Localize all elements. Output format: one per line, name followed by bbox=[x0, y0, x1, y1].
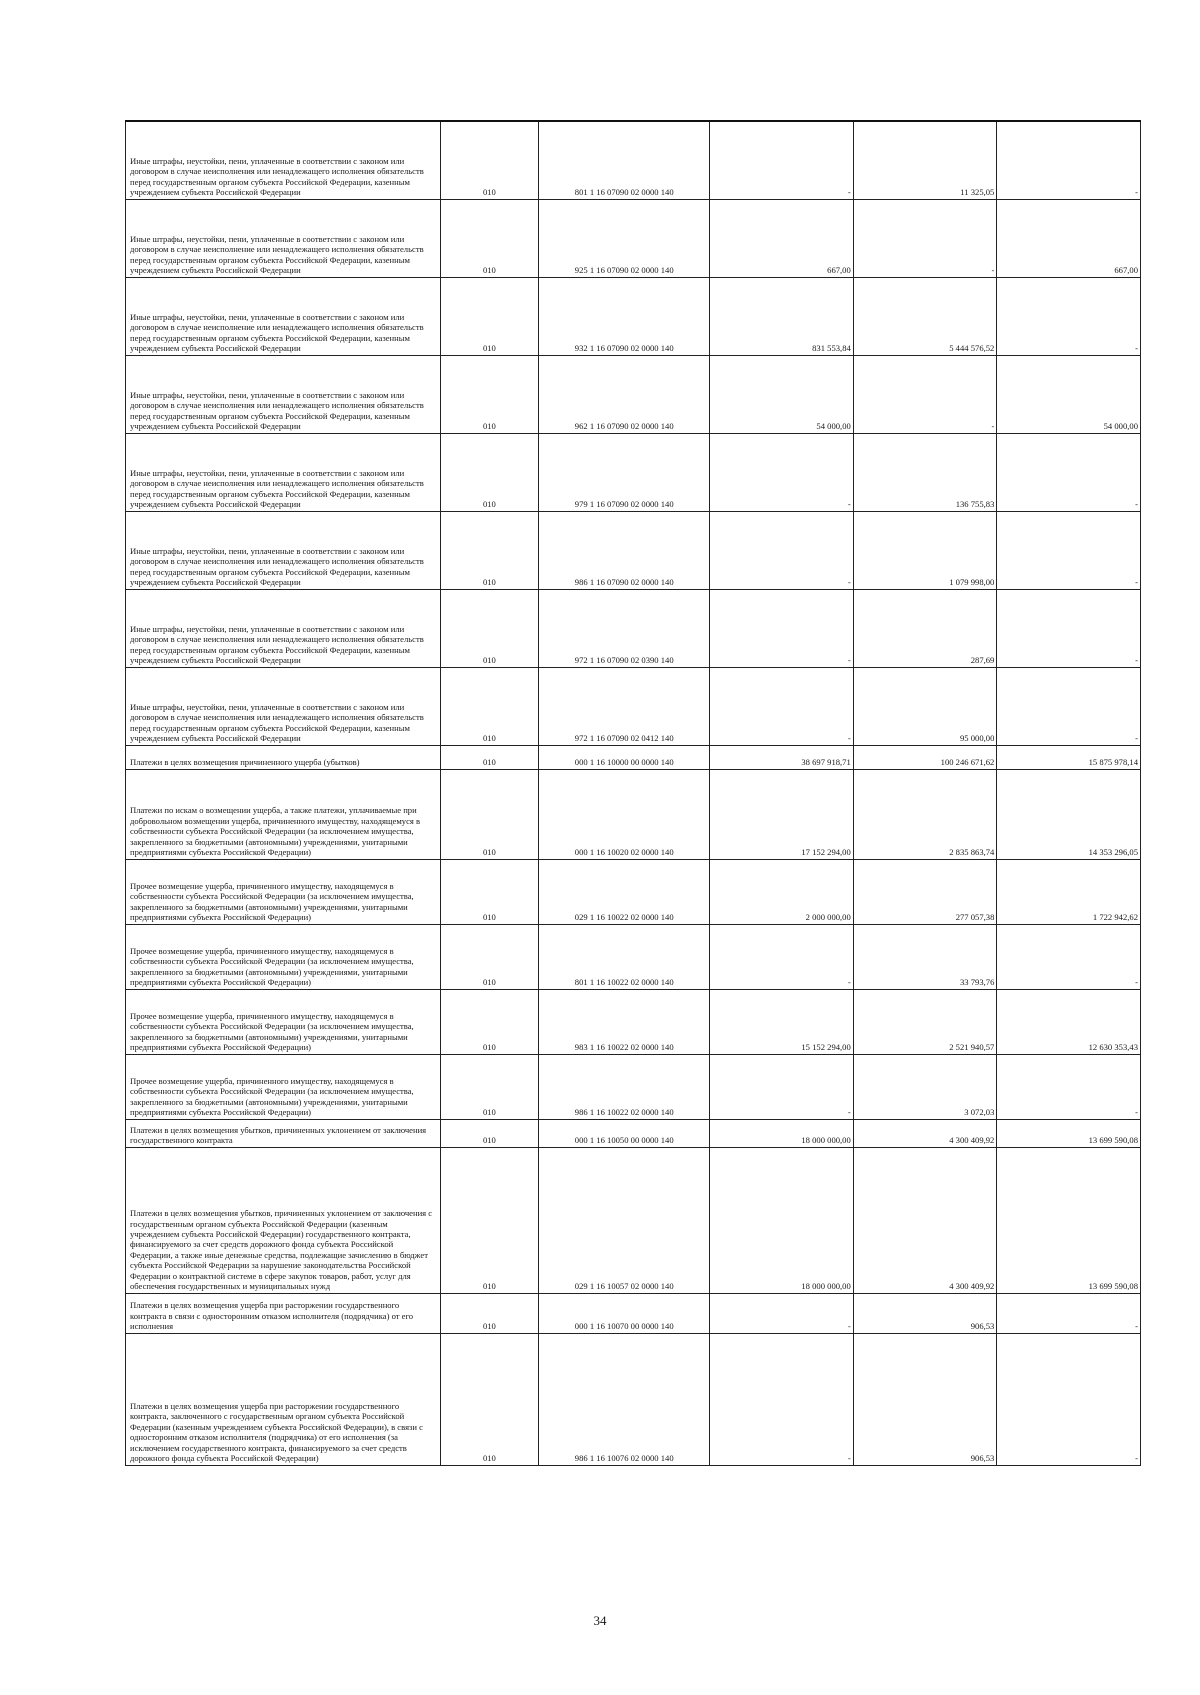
row-name bbox=[126, 1333, 441, 1465]
row-name-text: Прочее возмещение ущерба, причиненного имуществу, находящемуся в собственности субъекта Российской Федерации (за исключением имущества, закрепленного за бюджетными (автономными) учреждениями, унитарными предприятиями субъекта Российской Федерации) bbox=[130, 880, 414, 923]
row-kbk: 000 1 16 10020 02 0000 140 bbox=[539, 769, 710, 859]
row-name-text: Иные штрафы, неустойки, пени, уплаченные в соответствии с законом или договором в случае неисполнение или ненадлежащего исполнения обязательств перед государственным органом субъекта Российской Федерации, казенным учреждением субъекта Российской Федерации bbox=[130, 233, 424, 276]
row-kbk: 000 1 16 10070 00 0000 140 bbox=[539, 1293, 710, 1333]
row-value-2: 3 072,03 bbox=[853, 1054, 997, 1119]
page-number: 34 bbox=[593, 1613, 607, 1628]
table-row bbox=[126, 589, 1141, 667]
row-name bbox=[126, 1293, 441, 1333]
row-value-3: 54 000,00 bbox=[997, 355, 1141, 433]
row-value-3: 14 353 296,05 bbox=[997, 769, 1141, 859]
row-name-text: Платежи в целях возмещения убытков, причиненных уклонением от заключения государственного контракта bbox=[130, 1124, 427, 1146]
row-value-1: 831 553,84 bbox=[710, 277, 854, 355]
row-line-code: 010 bbox=[440, 433, 539, 511]
row-name bbox=[126, 511, 441, 589]
row-line-code: 010 bbox=[440, 989, 539, 1054]
row-name-text: Платежи в целях возмещения ущерба при расторжении государственного контракта в связи с односторонним отказом исполнителя (подрядчика) от его исполнения bbox=[130, 1300, 414, 1332]
row-line-code: 010 bbox=[440, 1054, 539, 1119]
row-value-3: - bbox=[997, 589, 1141, 667]
row-name bbox=[126, 355, 441, 433]
table-row bbox=[126, 924, 1141, 989]
row-value-2: 5 444 576,52 bbox=[853, 277, 997, 355]
row-name bbox=[126, 859, 441, 924]
row-value-3: - bbox=[997, 667, 1141, 745]
row-kbk: 000 1 16 10000 00 0000 140 bbox=[539, 745, 710, 769]
row-line-code: 010 bbox=[440, 511, 539, 589]
row-name bbox=[126, 745, 441, 769]
row-kbk: 979 1 16 07090 02 0000 140 bbox=[539, 433, 710, 511]
row-name bbox=[126, 989, 441, 1054]
row-value-2: 906,53 bbox=[853, 1333, 997, 1465]
row-name bbox=[126, 924, 441, 989]
row-value-3: 667,00 bbox=[997, 199, 1141, 277]
row-value-1: - bbox=[710, 121, 854, 199]
row-value-3: - bbox=[997, 1054, 1141, 1119]
table-row bbox=[126, 1147, 1141, 1293]
row-line-code: 010 bbox=[440, 589, 539, 667]
table-row bbox=[126, 667, 1141, 745]
row-name bbox=[126, 667, 441, 745]
row-value-1: 667,00 bbox=[710, 199, 854, 277]
row-name-text: Иные штрафы, неустойки, пени, уплаченные в соответствии с законом или договором в случае неисполнения или ненадлежащего исполнения обязательств перед государственным органом субъекта Российской Федерации, казенным учреждением субъекта Российской Федерации bbox=[130, 467, 424, 510]
row-kbk: 801 1 16 07090 02 0000 140 bbox=[539, 121, 710, 199]
row-value-1: 18 000 000,00 bbox=[710, 1147, 854, 1293]
row-kbk: 029 1 16 10022 02 0000 140 bbox=[539, 859, 710, 924]
row-name-text: Платежи в целях возмещения ущерба при расторжении государственного контракта, заключенного с государственным органом субъекта Российской Федерации (казенным учреждением субъекта Российской Федерации), в связи с односторонним отказом исполнителя (подрядчика) от его исполнения (за исключением государственного контракта, финансируемого за счет средств дорожного фонда субъекта Российской Федерации) bbox=[130, 1401, 423, 1464]
table-row bbox=[126, 121, 1141, 199]
row-kbk: 801 1 16 10022 02 0000 140 bbox=[539, 924, 710, 989]
row-value-1: - bbox=[710, 924, 854, 989]
table-row bbox=[126, 277, 1141, 355]
row-value-3: - bbox=[997, 1333, 1141, 1465]
table-row bbox=[126, 745, 1141, 769]
row-name-text: Прочее возмещение ущерба, причиненного имуществу, находящемуся в собственности субъекта Российской Федерации (за исключением имущества, закрепленного за бюджетными (автономными) учреждениями, унитарными предприятиями субъекта Российской Федерации) bbox=[130, 1075, 414, 1118]
row-line-code: 010 bbox=[440, 1147, 539, 1293]
row-name bbox=[126, 121, 441, 199]
row-value-2: 2 835 863,74 bbox=[853, 769, 997, 859]
row-name-text: Платежи в целях возмещения причиненного ущерба (убытков) bbox=[130, 757, 360, 768]
row-value-3: 13 699 590,08 bbox=[997, 1147, 1141, 1293]
table-row bbox=[126, 199, 1141, 277]
row-value-2: - bbox=[853, 355, 997, 433]
row-value-2: 4 300 409,92 bbox=[853, 1147, 997, 1293]
row-value-1: 38 697 918,71 bbox=[710, 745, 854, 769]
row-name-text: Иные штрафы, неустойки, пени, уплаченные в соответствии с законом или договором в случае неисполнения или ненадлежащего исполнения обязательств перед государственным органом субъекта Российской Федерации, казенным учреждением субъекта Российской Федерации bbox=[130, 623, 424, 666]
row-line-code: 010 bbox=[440, 859, 539, 924]
row-name bbox=[126, 1054, 441, 1119]
row-kbk: 000 1 16 10050 00 0000 140 bbox=[539, 1119, 710, 1147]
row-value-3: - bbox=[997, 121, 1141, 199]
row-value-3: - bbox=[997, 277, 1141, 355]
table-row bbox=[126, 769, 1141, 859]
row-value-3: - bbox=[997, 433, 1141, 511]
row-value-3: 12 630 353,43 bbox=[997, 989, 1141, 1054]
table-row bbox=[126, 989, 1141, 1054]
row-value-1: 54 000,00 bbox=[710, 355, 854, 433]
row-line-code: 010 bbox=[440, 924, 539, 989]
row-value-1: 2 000 000,00 bbox=[710, 859, 854, 924]
row-kbk: 986 1 16 10076 02 0000 140 bbox=[539, 1333, 710, 1465]
row-name bbox=[126, 769, 441, 859]
row-value-2: - bbox=[853, 199, 997, 277]
row-value-2: 136 755,83 bbox=[853, 433, 997, 511]
row-value-2: 100 246 671,62 bbox=[853, 745, 997, 769]
row-value-1: 15 152 294,00 bbox=[710, 989, 854, 1054]
row-name-text: Иные штрафы, неустойки, пени, уплаченные в соответствии с законом или договором в случае неисполнения или ненадлежащего исполнения обязательств перед государственным органом субъекта Российской Федерации, казенным учреждением субъекта Российской Федерации bbox=[130, 389, 424, 432]
row-value-3: 13 699 590,08 bbox=[997, 1119, 1141, 1147]
row-value-2: 906,53 bbox=[853, 1293, 997, 1333]
row-value-2: 287,69 bbox=[853, 589, 997, 667]
row-line-code: 010 bbox=[440, 667, 539, 745]
row-value-2: 4 300 409,92 bbox=[853, 1119, 997, 1147]
row-line-code: 010 bbox=[440, 277, 539, 355]
row-value-1: - bbox=[710, 1054, 854, 1119]
row-value-3: - bbox=[997, 511, 1141, 589]
row-name-text: Иные штрафы, неустойки, пени, уплаченные в соответствии с законом или договором в случае неисполнения или ненадлежащего исполнения обязательств перед государственным органом субъекта Российской Федерации, казенным учреждением субъекта Российской Федерации bbox=[130, 701, 424, 744]
row-kbk: 983 1 16 10022 02 0000 140 bbox=[539, 989, 710, 1054]
row-name-text: Иные штрафы, неустойки, пени, уплаченные в соответствии с законом или договором в случае неисполнения или ненадлежащего исполнения обязательств перед государственным органом субъекта Российской Федерации, казенным учреждением субъекта Российской Федерации bbox=[130, 545, 424, 588]
row-kbk: 986 1 16 10022 02 0000 140 bbox=[539, 1054, 710, 1119]
row-line-code: 010 bbox=[440, 1293, 539, 1333]
row-value-1: - bbox=[710, 511, 854, 589]
row-name-text: Иные штрафы, неустойки, пени, уплаченные в соответствии с законом или договором в случае неисполнения или ненадлежащего исполнения обязательств перед государственным органом субъекта Российской Федерации, казенным учреждением субъекта Российской Федерации bbox=[130, 155, 424, 198]
row-value-1: - bbox=[710, 1333, 854, 1465]
row-kbk: 925 1 16 07090 02 0000 140 bbox=[539, 199, 710, 277]
row-name-text: Иные штрафы, неустойки, пени, уплаченные в соответствии с законом или договором в случае неисполнение или ненадлежащего исполнения обязательств перед государственным органом субъекта Российской Федерации, казенным учреждением субъекта Российской Федерации bbox=[130, 311, 424, 354]
row-value-3: 1 722 942,62 bbox=[997, 859, 1141, 924]
row-line-code: 010 bbox=[440, 769, 539, 859]
row-name bbox=[126, 199, 441, 277]
row-kbk: 972 1 16 07090 02 0390 140 bbox=[539, 589, 710, 667]
row-value-1: 17 152 294,00 bbox=[710, 769, 854, 859]
row-name bbox=[126, 589, 441, 667]
table-row bbox=[126, 1293, 1141, 1333]
revenue-table bbox=[125, 120, 1141, 1466]
row-value-2: 95 000,00 bbox=[853, 667, 997, 745]
row-line-code: 010 bbox=[440, 745, 539, 769]
row-kbk: 962 1 16 07090 02 0000 140 bbox=[539, 355, 710, 433]
row-value-1: - bbox=[710, 1293, 854, 1333]
table-row bbox=[126, 1333, 1141, 1465]
table-row bbox=[126, 355, 1141, 433]
row-value-2: 2 521 940,57 bbox=[853, 989, 997, 1054]
row-name bbox=[126, 1147, 441, 1293]
row-name-text: Прочее возмещение ущерба, причиненного имуществу, находящемуся в собственности субъекта Российской Федерации (за исключением имущества, закрепленного за бюджетными (автономными) учреждениями, унитарными предприятиями субъекта Российской Федерации) bbox=[130, 1010, 414, 1053]
table-row bbox=[126, 433, 1141, 511]
row-line-code: 010 bbox=[440, 121, 539, 199]
row-line-code: 010 bbox=[440, 355, 539, 433]
row-line-code: 010 bbox=[440, 1119, 539, 1147]
row-kbk: 986 1 16 07090 02 0000 140 bbox=[539, 511, 710, 589]
row-kbk: 932 1 16 07090 02 0000 140 bbox=[539, 277, 710, 355]
row-name bbox=[126, 277, 441, 355]
row-value-2: 277 057,38 bbox=[853, 859, 997, 924]
row-value-3: - bbox=[997, 924, 1141, 989]
row-name-text: Прочее возмещение ущерба, причиненного имуществу, находящемуся в собственности субъекта Российской Федерации (за исключением имущества, закрепленного за бюджетными (автономными) учреждениями, унитарными предприятиями субъекта Российской Федерации) bbox=[130, 945, 414, 988]
row-name bbox=[126, 433, 441, 511]
row-value-1: 18 000 000,00 bbox=[710, 1119, 854, 1147]
row-value-2: 1 079 998,00 bbox=[853, 511, 997, 589]
row-value-1: - bbox=[710, 433, 854, 511]
row-name bbox=[126, 1119, 441, 1147]
row-value-3: - bbox=[997, 1293, 1141, 1333]
row-value-1: - bbox=[710, 667, 854, 745]
row-value-1: - bbox=[710, 589, 854, 667]
row-value-2: 33 793,76 bbox=[853, 924, 997, 989]
table-row bbox=[126, 511, 1141, 589]
row-value-3: 15 875 978,14 bbox=[997, 745, 1141, 769]
row-value-2: 11 325,05 bbox=[853, 121, 997, 199]
row-line-code: 010 bbox=[440, 1333, 539, 1465]
table-row bbox=[126, 1119, 1141, 1147]
table-row bbox=[126, 859, 1141, 924]
row-name-text: Платежи в целях возмещения убытков, причиненных уклонением от заключения с государственным органом субъекта Российской Федерации (казенным учреждением субъекта Российской Федерации) государственного контракта, финансируемого за счет средств дорожного фонда субъекта Российской Федерации, а также иные денежные средства, подлежащие зачислению в бюджет субъекта Российской Федерации за нарушение законодательства Российской Федерации о контрактной системе в сфере закупок товаров, работ, услуг для обеспечения государственных и муниципальных нужд bbox=[130, 1208, 433, 1292]
row-kbk: 972 1 16 07090 02 0412 140 bbox=[539, 667, 710, 745]
table-row bbox=[126, 1054, 1141, 1119]
row-kbk: 029 1 16 10057 02 0000 140 bbox=[539, 1147, 710, 1293]
row-line-code: 010 bbox=[440, 199, 539, 277]
row-name-text: Платежи по искам о возмещении ущерба, а также платежи, уплачиваемые при добровольном возмещении ущерба, причиненного имуществу, находящемуся в собственности субъекта Российской Федерации (за исключением имущества, закрепленного за бюджетными (автономными) учреждениями, унитарными предприятиями субъекта Российской Федерации) bbox=[130, 805, 421, 858]
